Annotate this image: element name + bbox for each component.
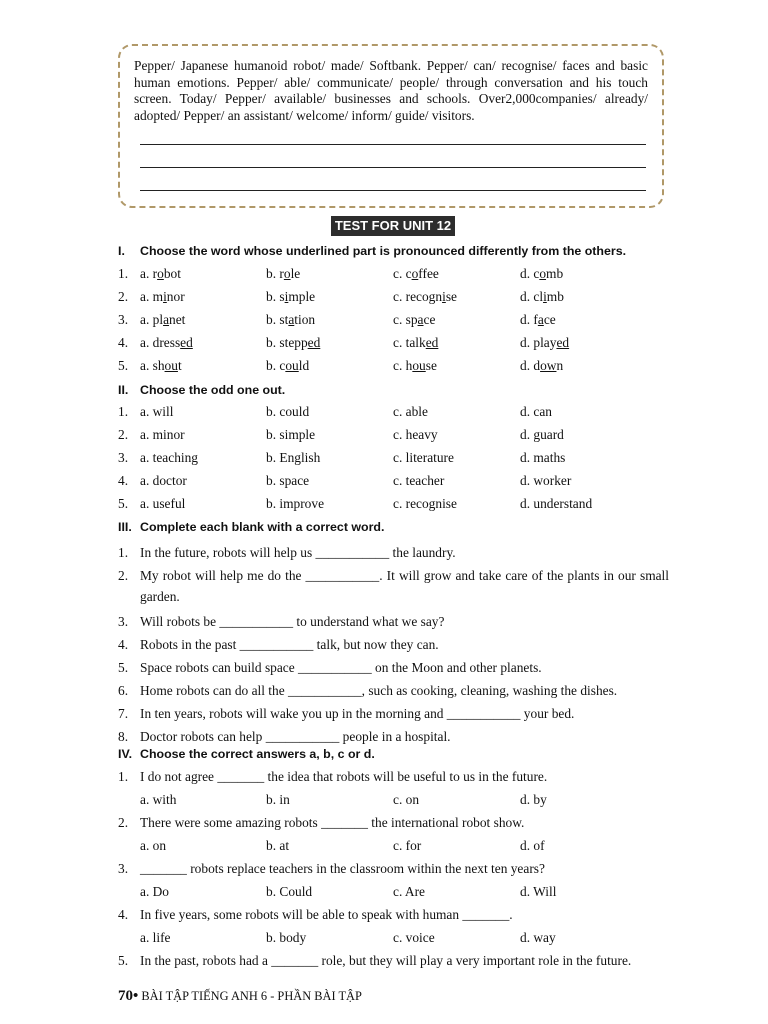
page-footer (118, 988, 362, 1005)
answer-option[interactable]: c. voice (393, 930, 435, 945)
question-number: 1. (118, 769, 129, 784)
underlined-sound: i (284, 289, 289, 304)
blank-question (118, 565, 669, 607)
answer-option[interactable]: b. simple (266, 289, 316, 304)
answer-option[interactable]: b. in (266, 792, 290, 807)
answer-option[interactable]: a. shout (140, 358, 182, 373)
underlined-sound: ou (412, 358, 426, 373)
writing-exercise-box (118, 44, 664, 208)
question-number: 3. (118, 861, 129, 876)
answer-option[interactable]: c. teacher (393, 473, 445, 488)
question-number: 2. (118, 427, 129, 442)
section-1-heading (118, 244, 626, 258)
answer-option[interactable]: b. improve (266, 496, 325, 511)
page-number: 70• (118, 988, 139, 1004)
underlined-sound: a (163, 312, 170, 327)
answer-option[interactable]: c. on (393, 792, 420, 807)
answer-option[interactable]: c. Are (393, 884, 425, 899)
answer-line[interactable] (140, 167, 646, 168)
question-text: I do not agree _______ the idea that robots will be useful to us in the future. (140, 769, 548, 784)
question-number: 8. (118, 729, 129, 744)
question-number: 7. (118, 706, 129, 721)
answer-option[interactable]: b. body (266, 930, 307, 945)
answer-option[interactable]: a. Do (140, 884, 170, 899)
answer-option[interactable]: b. station (266, 312, 316, 327)
question-number: 5. (118, 660, 129, 675)
answer-option[interactable]: c. coffee (393, 266, 439, 281)
section-instruction: Complete each blank with a correct word. (140, 520, 385, 534)
section-2-heading (118, 383, 285, 397)
answer-option[interactable]: d. can (520, 404, 552, 419)
question-number: 6. (118, 683, 129, 698)
answer-option[interactable]: a. on (140, 838, 167, 853)
answer-line[interactable] (140, 144, 646, 145)
section-instruction: Choose the odd one out. (140, 383, 286, 397)
underlined-sound: ou (285, 358, 299, 373)
answer-option[interactable]: a. with (140, 792, 177, 807)
underlined-sound: o (283, 266, 291, 281)
answer-option[interactable]: b. stepped (266, 335, 321, 350)
question-number: 5. (118, 496, 129, 511)
question-number: 5. (118, 358, 129, 373)
underlined-sound: ow (540, 358, 557, 373)
question-text[interactable]: Space robots can build space ___________ on the Moon and other planets. (140, 660, 542, 675)
answer-option[interactable]: c. recognise (393, 496, 457, 511)
blank-question (118, 542, 669, 563)
answer-option[interactable]: a. useful (140, 496, 186, 511)
underlined-sound: ou (164, 358, 178, 373)
answer-option[interactable]: b. space (266, 473, 310, 488)
question-number: 5. (118, 953, 129, 968)
underlined-sound: o (411, 266, 419, 281)
answer-option[interactable]: d. maths (520, 450, 566, 465)
underlined-sound: i (543, 289, 547, 304)
question-text[interactable]: Home robots can do all the ___________, such as cooking, cleaning, washing the dishes. (140, 683, 618, 698)
answer-option[interactable]: d. Will (520, 884, 557, 899)
question-number: 3. (118, 614, 129, 629)
answer-option[interactable]: d. down (520, 358, 564, 373)
answer-option[interactable]: c. recognise (393, 289, 457, 304)
question-number: 1. (118, 404, 129, 419)
underlined-sound: a (537, 312, 544, 327)
answer-option[interactable]: b. role (266, 266, 301, 281)
answer-option[interactable]: b. English (266, 450, 321, 465)
answer-option[interactable]: b. at (266, 838, 290, 853)
question-number: 4. (118, 473, 129, 488)
section-number: IV. (118, 747, 133, 761)
answer-option[interactable]: c. house (393, 358, 437, 373)
answer-option[interactable]: c. able (393, 404, 428, 419)
blank-question (118, 611, 669, 632)
answer-option[interactable]: d. worker (520, 473, 572, 488)
question-text[interactable]: My robot will help me do the ___________. It will grow and take care of the plants in our small garden. (140, 568, 669, 604)
answer-option[interactable]: a. doctor (140, 473, 187, 488)
answer-option[interactable]: d. of (520, 838, 545, 853)
section-instruction: Choose the correct answers a, b, c or d. (140, 747, 375, 761)
blank-question (118, 634, 669, 655)
section-number: II. (118, 383, 129, 397)
answer-option[interactable]: c. space (393, 312, 436, 327)
question-number: 4. (118, 335, 129, 350)
answer-option[interactable]: d. played (520, 335, 570, 350)
question-number: 4. (118, 637, 129, 652)
answer-option[interactable]: b. simple (266, 427, 316, 442)
question-number: 3. (118, 312, 129, 327)
blank-question (118, 703, 669, 724)
answer-option[interactable]: c. for (393, 838, 422, 853)
answer-option[interactable]: b. Could (266, 884, 313, 899)
answer-option[interactable]: d. comb (520, 266, 564, 281)
question-text[interactable]: Doctor robots can help ___________ people in a hospital. (140, 729, 451, 744)
answer-option[interactable]: d. climb (520, 289, 564, 304)
question-number: 2. (118, 289, 129, 304)
question-number: 2. (118, 568, 129, 583)
underlined-sound: i (163, 289, 167, 304)
section-3-heading (118, 520, 384, 534)
answer-option[interactable]: a. life (140, 930, 171, 945)
section-number: III. (118, 520, 132, 534)
answer-option[interactable]: c. literature (393, 450, 454, 465)
answer-option[interactable]: d. face (520, 312, 556, 327)
question-number: 3. (118, 450, 129, 465)
answer-option[interactable]: a. minor (140, 289, 185, 304)
underlined-sound: ed (180, 335, 193, 350)
underlined-sound: o (157, 266, 164, 281)
underlined-sound: a (417, 312, 424, 327)
blank-question (118, 657, 669, 678)
blank-question (118, 680, 669, 701)
question-number: 4. (118, 907, 129, 922)
question-number: 1. (118, 545, 129, 560)
underlined-sound: ed (425, 335, 439, 350)
answer-option[interactable]: a. will (140, 404, 174, 419)
section-instruction: Choose the word whose underlined part is pronounced differently from the others. (140, 244, 627, 258)
underlined-sound: ed (307, 335, 321, 350)
answer-option[interactable]: c. heavy (393, 427, 438, 442)
question-text: In five years, some robots will be able to speak with human _______. (140, 907, 513, 922)
answer-option[interactable]: b. could (266, 358, 310, 373)
section-number: I. (118, 244, 125, 258)
answer-option[interactable]: d. way (520, 930, 556, 945)
answer-option[interactable]: c. talked (393, 335, 439, 350)
answer-option[interactable]: b. could (266, 404, 310, 419)
prompt-passage: Pepper/ Japanese humanoid robot/ made/ Softbank. Pepper/ can/ recognise/ faces and basic human emotions. Pepper/ able/ communicate/ people/ through conversation and his touch screen. Today/ Pepper/ available/ businesses and schools. Over2,000companies/ already/ adopted/ Pepper/ an assistant/ welcome/ inform/ guide/ visitors. (134, 58, 648, 124)
blank-question (118, 726, 669, 747)
question-text: There were some amazing robots _______ the international robot show. (140, 815, 525, 830)
question-number: 2. (118, 815, 129, 830)
question-text[interactable]: Robots in the past ___________ talk, but now they can. (140, 637, 439, 652)
question-text: In the past, robots had a _______ role, but they will play a very important role in the future. (140, 953, 632, 968)
answer-option[interactable]: a. teaching (140, 450, 198, 465)
question-text[interactable]: Will robots be ___________ to understand what we say? (140, 614, 445, 629)
book-title: BÀI TẬP TIẾNG ANH 6 - PHẦN BÀI TẬP (138, 989, 362, 1003)
answer-option[interactable]: a. minor (140, 427, 185, 442)
question-text[interactable]: In ten years, robots will wake you up in the morning and ___________ your bed. (140, 706, 575, 721)
section-4-heading (118, 747, 375, 761)
answer-option[interactable]: d. guard (520, 427, 564, 442)
underlined-sound: a (288, 312, 295, 327)
underlined-sound: i (442, 289, 446, 304)
question-text: _______ robots replace teachers in the classroom within the next ten years? (140, 861, 545, 876)
question-number: 1. (118, 266, 129, 281)
answer-line[interactable] (140, 190, 646, 191)
underlined-sound: o (539, 266, 547, 281)
test-title: TEST FOR UNIT 12 (331, 216, 455, 236)
answer-option[interactable]: a. robot (140, 266, 181, 281)
answer-option[interactable]: d. understand (520, 496, 593, 511)
answer-option[interactable]: a. dressed (140, 335, 193, 350)
underlined-sound: ed (556, 335, 570, 350)
answer-option[interactable]: d. by (520, 792, 547, 807)
answer-option[interactable]: a. planet (140, 312, 186, 327)
question-text[interactable]: In the future, robots will help us ___________ the laundry. (140, 545, 456, 560)
